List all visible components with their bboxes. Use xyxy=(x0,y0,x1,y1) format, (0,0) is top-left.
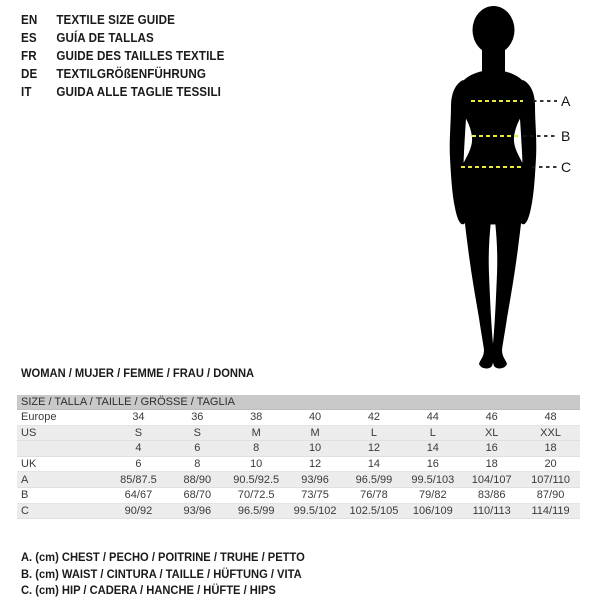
silhouette-left-leg xyxy=(461,178,494,368)
language-code: DE xyxy=(21,67,38,81)
size-value: 10 xyxy=(308,442,322,455)
size-value: 8 xyxy=(253,442,260,455)
row-label: US xyxy=(21,426,37,439)
size-value: M xyxy=(251,426,261,439)
size-value: 68/70 xyxy=(183,489,212,502)
size-value: 88/90 xyxy=(183,473,212,486)
size-value: 34 xyxy=(132,411,145,424)
language-code: IT xyxy=(21,85,32,99)
size-value: 16 xyxy=(485,442,498,455)
size-value: 18 xyxy=(485,458,498,471)
language-code: ES xyxy=(21,31,37,45)
size-value: 73/75 xyxy=(301,489,329,502)
size-value: 48 xyxy=(544,411,557,424)
silhouette-right-leg xyxy=(492,178,525,368)
size-value: 106/109 xyxy=(412,504,453,517)
size-value: 90/92 xyxy=(124,504,153,517)
language-label: TEXTILGRÖßENFÜHRUNG xyxy=(56,67,206,81)
size-value: 70/72.5 xyxy=(237,489,275,502)
size-value: 104/107 xyxy=(471,473,512,486)
size-value: 110/113 xyxy=(472,504,511,517)
legend-line: B. (cm) WAIST / CINTURA / TAILLE / HÜFTUNG / VITA xyxy=(21,566,302,581)
size-value: S xyxy=(134,426,143,439)
size-value: 42 xyxy=(367,411,381,424)
row-label: A xyxy=(21,473,29,486)
size-value: 64/67 xyxy=(124,489,153,502)
size-value: 107/110 xyxy=(531,473,571,486)
size-value: 79/82 xyxy=(419,489,447,502)
table-row xyxy=(17,441,580,457)
chest-marker-label: A xyxy=(561,93,571,109)
size-value: 93/96 xyxy=(301,473,329,486)
size-value: 40 xyxy=(308,411,322,424)
size-value: 4 xyxy=(135,442,142,455)
table-row xyxy=(17,488,580,504)
size-value: L xyxy=(429,426,436,439)
language-label: GUIDE DES TAILLES TEXTILE xyxy=(56,49,225,63)
size-value: 14 xyxy=(367,458,381,471)
table-row xyxy=(17,457,580,473)
size-value: 46 xyxy=(485,411,498,424)
size-value: S xyxy=(193,426,201,439)
size-value: 12 xyxy=(308,458,322,471)
size-value: 83/86 xyxy=(477,489,506,502)
language-row xyxy=(21,65,224,83)
woman-silhouette xyxy=(450,6,537,368)
language-label: TEXTILE SIZE GUIDE xyxy=(56,13,175,27)
size-table-body xyxy=(17,410,580,519)
hip-marker-label: C xyxy=(561,159,572,175)
size-value: XL xyxy=(484,426,499,439)
row-label: Europe xyxy=(21,411,57,424)
legend-line: C. (cm) HIP / CADERA / HANCHE / HÜFTE / HIPS xyxy=(21,583,276,597)
row-label: UK xyxy=(21,458,37,471)
table-row xyxy=(17,472,580,488)
size-value: 87/90 xyxy=(536,489,565,502)
size-value: 96.5/99 xyxy=(237,504,275,517)
size-value: 6 xyxy=(194,442,201,455)
size-value: 93/96 xyxy=(183,504,212,517)
size-value: 44 xyxy=(426,411,439,424)
size-value: XXL xyxy=(540,426,561,439)
size-value: 6 xyxy=(135,458,142,471)
language-code: EN xyxy=(21,13,38,27)
language-row xyxy=(21,29,224,47)
row-label: C xyxy=(21,504,29,517)
row-label: B xyxy=(21,489,29,502)
size-value: 99.5/102 xyxy=(293,504,337,517)
legend-line: A. (cm) CHEST / PECHO / POITRINE / TRUHE / PETTO xyxy=(21,550,305,564)
language-row xyxy=(21,47,224,65)
size-table-header: SIZE / TALLA / TAILLE / GRÖSSE / TAGLIA xyxy=(17,395,580,410)
size-value: 96.5/99 xyxy=(355,473,393,486)
size-value: 85/87.5 xyxy=(120,473,157,486)
size-value: 114/119 xyxy=(531,504,570,517)
size-value: 18 xyxy=(544,442,557,455)
measurement-legend xyxy=(21,549,305,599)
language-label: GUIDA ALLE TAGLIE TESSILI xyxy=(56,85,221,99)
table-title: WOMAN / MUJER / FEMME / FRAU / DONNA xyxy=(21,366,255,380)
size-value: 16 xyxy=(426,458,439,471)
table-row xyxy=(17,504,580,520)
size-value: 10 xyxy=(250,458,263,471)
size-value: 8 xyxy=(194,458,201,471)
language-code: FR xyxy=(21,49,37,63)
size-value: 38 xyxy=(250,411,263,424)
woman-silhouette-figure xyxy=(440,0,600,380)
size-value: 90.5/92.5 xyxy=(233,473,280,486)
size-value: 102.5/105 xyxy=(349,504,399,517)
language-row xyxy=(21,11,224,29)
size-value: 14 xyxy=(426,442,439,455)
language-row xyxy=(21,83,224,101)
table-row xyxy=(17,410,580,426)
size-value: 20 xyxy=(544,458,557,471)
language-list xyxy=(21,11,224,101)
language-label: GUÍA DE TALLAS xyxy=(56,31,154,45)
size-value: 36 xyxy=(191,411,204,424)
size-value: L xyxy=(370,426,377,439)
size-table xyxy=(17,395,580,519)
table-row xyxy=(17,426,580,442)
size-value: 76/78 xyxy=(360,489,388,502)
waist-marker-label: B xyxy=(561,128,571,144)
size-value: 99.5/103 xyxy=(411,473,455,486)
size-value: M xyxy=(310,426,320,439)
size-value: 12 xyxy=(367,442,381,455)
